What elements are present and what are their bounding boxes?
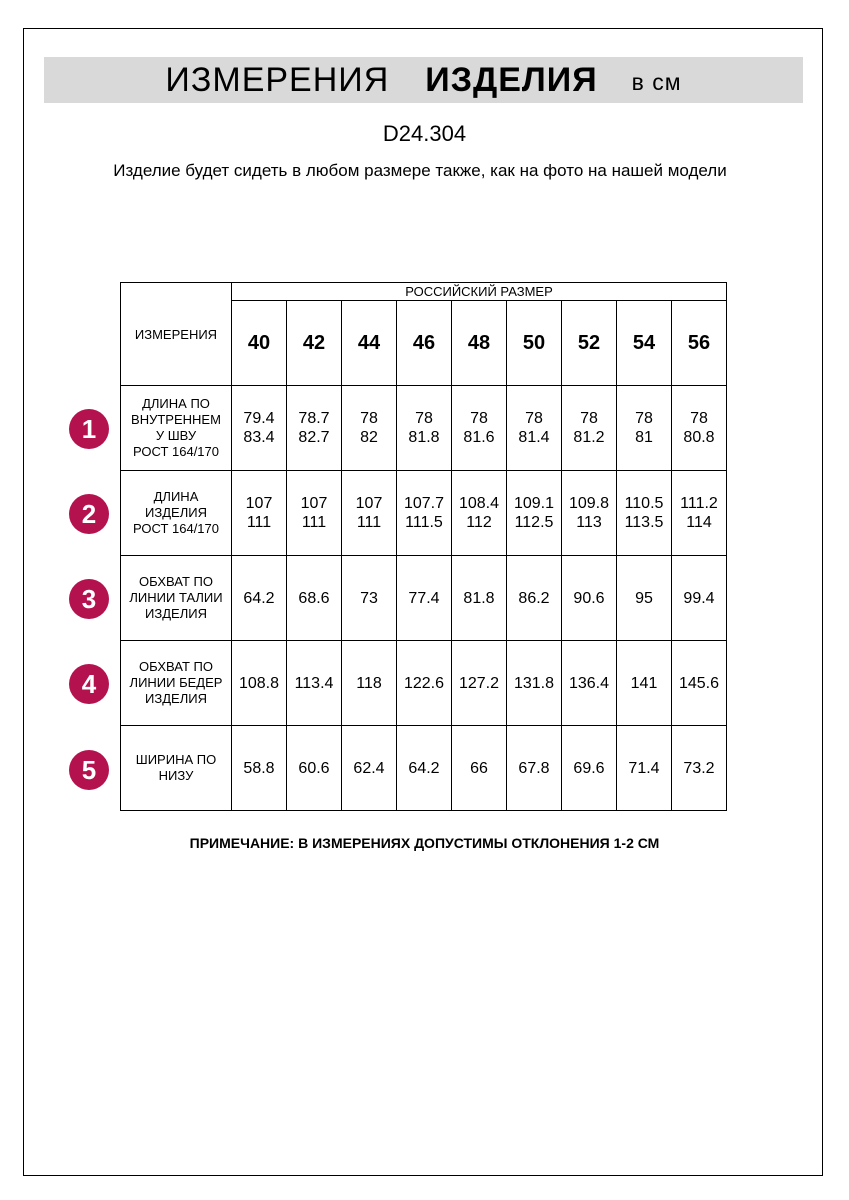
value-line: 107 (355, 495, 383, 512)
row-label-line: РОСТ 164/170 (133, 444, 219, 459)
row-label (121, 556, 232, 641)
value-line: 60.6 (298, 759, 330, 777)
value-cell (342, 641, 397, 726)
title-bold: ИЗДЕЛИЯ (425, 60, 598, 99)
value-cell (452, 641, 507, 726)
value-line: 81.6 (463, 429, 495, 446)
value-cell (507, 556, 562, 641)
value-line: 82 (360, 429, 378, 446)
value-line: 86.2 (518, 589, 550, 607)
value-line: 67.8 (518, 759, 550, 777)
table-row (121, 386, 727, 471)
value-line: 83.4 (243, 429, 275, 446)
value-cell (232, 726, 287, 811)
value-cell (617, 386, 672, 471)
value-line: 111.2 (680, 495, 718, 512)
value-line: 107 (300, 495, 328, 512)
size-header-cell: 42 (287, 301, 342, 386)
table-row (121, 726, 727, 811)
value-line: 111 (356, 514, 382, 531)
value-cell (452, 471, 507, 556)
value-line: 108.4 (458, 495, 500, 512)
value-line: 81.4 (518, 429, 550, 446)
value-cell (672, 556, 727, 641)
value-line: 109.8 (568, 495, 610, 512)
value-line: 111 (301, 514, 327, 531)
value-line: 107 (245, 495, 273, 512)
value-cell (397, 556, 452, 641)
value-cell (617, 471, 672, 556)
value-cell (562, 471, 617, 556)
value-cell (287, 641, 342, 726)
size-header-cell: 50 (507, 301, 562, 386)
row-label-line: НИЗУ (158, 768, 194, 783)
size-header-cell: 54 (617, 301, 672, 386)
row-label-line: ДЛИНА (153, 489, 199, 504)
size-table (120, 282, 727, 811)
row-label-line: ЛИНИИ ТАЛИИ (129, 590, 223, 605)
row-label-line: ИЗДЕЛИЯ (145, 691, 207, 706)
row-label-line: ИЗДЕЛИЯ (145, 606, 207, 621)
value-line: 81.2 (573, 429, 605, 446)
value-cell (342, 471, 397, 556)
value-line: 82.7 (298, 429, 330, 446)
table-row (121, 471, 727, 556)
value-cell (617, 726, 672, 811)
value-line: 131.8 (513, 674, 555, 692)
value-cell (452, 726, 507, 811)
row-label (121, 471, 232, 556)
row-label-line: ВНУТРЕННЕМ (131, 412, 221, 427)
value-line: 95 (635, 589, 653, 607)
value-line: 145.6 (678, 674, 720, 692)
value-line: 141 (630, 674, 658, 692)
row-label-line: РОСТ 164/170 (133, 521, 219, 536)
row-label-line: ОБХВАТ ПО (139, 659, 213, 674)
value-cell (232, 471, 287, 556)
row-label-line: ДЛИНА ПО (142, 396, 210, 411)
value-cell (562, 726, 617, 811)
value-cell (617, 641, 672, 726)
value-line: 81.8 (408, 429, 440, 446)
row-label-line: ШИРИНА ПО (135, 752, 217, 767)
value-cell (672, 641, 727, 726)
value-cell (672, 386, 727, 471)
size-group-header: РОССИЙСКИЙ РАЗМЕР (232, 283, 727, 301)
value-line: 112 (466, 514, 492, 531)
product-code: D24.304 (382, 121, 467, 146)
value-cell (507, 386, 562, 471)
value-line: 78 (525, 410, 543, 427)
value-cell (342, 726, 397, 811)
value-line: 99.4 (683, 589, 715, 607)
row-label-line: ЛИНИИ БЕДЕР (129, 675, 223, 690)
value-line: 122.6 (403, 674, 445, 692)
value-cell (397, 726, 452, 811)
value-line: 62.4 (353, 759, 385, 777)
footnote: ПРИМЕЧАНИЕ: В ИЗМЕРЕНИЯХ ДОПУСТИМЫ ОТКЛОНЕНИЯ 1-2 СМ (189, 835, 660, 851)
value-cell (342, 556, 397, 641)
value-line: 73.2 (683, 759, 715, 777)
table-row (121, 641, 727, 726)
value-line: 64.2 (408, 759, 440, 777)
value-cell (562, 641, 617, 726)
value-line: 78 (415, 410, 433, 427)
value-cell (232, 556, 287, 641)
size-header-cell: 56 (672, 301, 727, 386)
size-header-cell: 52 (562, 301, 617, 386)
fit-note: Изделие будет сидеть в любом размере также, как на фото на нашей модели (113, 161, 727, 180)
row-number-badge: 3 (69, 579, 109, 619)
value-line: 81.8 (463, 589, 495, 607)
value-line: 79.4 (243, 410, 275, 427)
value-cell (507, 471, 562, 556)
value-cell (452, 386, 507, 471)
value-cell (507, 726, 562, 811)
measurements-header: ИЗМЕРЕНИЯ (121, 283, 232, 386)
value-cell (287, 386, 342, 471)
title-normal: ИЗМЕРЕНИЯ (165, 60, 390, 99)
value-cell (562, 386, 617, 471)
value-line: 68.6 (298, 589, 330, 607)
value-line: 78 (690, 410, 708, 427)
value-line: 113 (576, 514, 602, 531)
value-line: 136.4 (568, 674, 610, 692)
value-line: 81 (635, 429, 653, 446)
value-line: 73 (360, 589, 378, 607)
value-cell (397, 471, 452, 556)
value-cell (452, 556, 507, 641)
value-line: 114 (686, 514, 712, 531)
value-cell (672, 471, 727, 556)
value-cell (287, 556, 342, 641)
row-number-badge: 4 (69, 664, 109, 704)
size-header-cell: 48 (452, 301, 507, 386)
value-line: 78.7 (298, 410, 330, 427)
value-line: 80.8 (683, 429, 715, 446)
value-line: 78 (635, 410, 653, 427)
value-cell (397, 641, 452, 726)
value-cell (397, 386, 452, 471)
value-line: 78 (580, 410, 598, 427)
size-header-cell: 40 (232, 301, 287, 386)
value-line: 118 (356, 674, 382, 692)
row-label (121, 641, 232, 726)
value-cell (672, 726, 727, 811)
value-cell (232, 386, 287, 471)
value-cell (617, 556, 672, 641)
value-cell (507, 641, 562, 726)
table-row (121, 556, 727, 641)
value-cell (287, 726, 342, 811)
value-cell (287, 471, 342, 556)
value-line: 109.1 (513, 495, 555, 512)
value-line: 90.6 (573, 589, 605, 607)
value-line: 77.4 (408, 589, 440, 607)
value-line: 112.5 (514, 514, 554, 531)
row-label-line: ИЗДЕЛИЯ (145, 505, 207, 520)
value-line: 107.7 (403, 495, 445, 512)
row-label (121, 726, 232, 811)
value-line: 78 (360, 410, 378, 427)
value-line: 111 (246, 514, 272, 531)
value-cell (232, 641, 287, 726)
value-line: 69.6 (573, 759, 605, 777)
title-unit: в см (631, 68, 682, 95)
value-line: 58.8 (243, 759, 275, 777)
size-header-cell: 44 (342, 301, 397, 386)
row-number-badge: 5 (69, 750, 109, 790)
value-line: 78 (470, 410, 488, 427)
row-label-line: ОБХВАТ ПО (139, 574, 213, 589)
value-cell (342, 386, 397, 471)
value-line: 113.4 (294, 674, 334, 692)
value-line: 71.4 (628, 759, 660, 777)
row-label-line: У ШВУ (155, 428, 197, 443)
value-line: 111.5 (405, 514, 443, 531)
value-line: 66 (470, 759, 488, 777)
row-number-badge: 1 (69, 409, 109, 449)
value-cell (562, 556, 617, 641)
value-line: 110.5 (624, 495, 664, 512)
title-bar (44, 57, 803, 103)
value-line: 113.5 (624, 514, 664, 531)
value-line: 64.2 (243, 589, 275, 607)
value-line: 127.2 (458, 674, 500, 692)
size-header-cell: 46 (397, 301, 452, 386)
row-label (121, 386, 232, 471)
row-number-badge: 2 (69, 494, 109, 534)
value-line: 108.8 (238, 674, 280, 692)
